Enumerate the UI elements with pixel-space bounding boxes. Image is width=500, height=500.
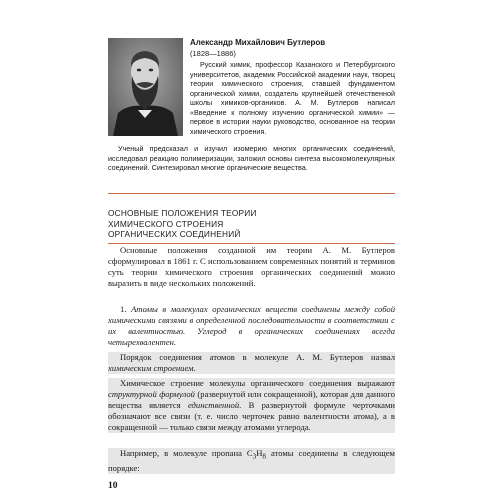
paragraph-text: H — [256, 448, 263, 458]
heading-divider — [108, 243, 395, 244]
section-divider — [108, 193, 395, 194]
term-italic: химическим строением — [108, 363, 194, 373]
paragraph-text: (развернутой или сокращенной), которая для данного вещества является — [108, 389, 395, 410]
paragraph-text: Химическое строение молекулы органического соединения выражают — [120, 378, 395, 388]
section-heading-line: ОСНОВНЫЕ ПОЛОЖЕНИЯ ТЕОРИИ — [108, 208, 257, 218]
section-heading-line: ХИМИЧЕСКОГО СТРОЕНИЯ — [108, 218, 224, 229]
paragraph-text: атомы соединены в следующем порядке: — [108, 448, 395, 473]
principle-text: Атомы в молекулах органических веществ соединены между собой химическими связями в определенной последовательности в соответствии с их валентностью. Углерод в органических соединениях всегда четырехвалентен. — [108, 304, 396, 347]
paragraph-order — [108, 352, 395, 374]
bio-years: (1828—1886) — [190, 49, 236, 58]
subscript: 8 — [262, 452, 266, 461]
section-heading-line: ОРГАНИЧЕСКИХ СОЕДИНЕНИЙ — [108, 229, 241, 239]
paragraph-text: Основные положения созданной им теории А. М. Бутлеров сформулировал в 1861 г. С использованием современных понятий и терминов суть теории химического строения органических соединений можно выразить в виде нескольких положений. — [108, 245, 395, 288]
bio-text: Русский химик, профессор Казанского и Петербургского университетов, академик Российской академии наук, творец теории химического строения, ставшей фундаментом органической химии, создатель крупнейшей отечественной школы химиков-органиков. А. М. Бутлеров написал «Введение к полному изучению органической химии» — первое в истории науки руководство, основанное на теории химического строения. — [190, 60, 395, 136]
term-italic: единственной — [187, 400, 240, 410]
page-number: 10 — [108, 481, 118, 491]
paragraph-example — [108, 448, 395, 474]
paragraph-text: Порядок соединения атомов в молекуле А. М. Бутлеров назвал — [120, 352, 395, 362]
bio-name: Александр Михайлович Бутлеров — [190, 38, 326, 47]
term-italic: структурной формулой — [108, 389, 195, 399]
section-heading — [108, 208, 308, 240]
bio-text-continued: Ученый предсказал и изучил изомерию многих органических соединений, исследовал реакцию полимеризации, заложил основы синтеза высокомолекулярных соединений. Синтезировал многие органические вещества. — [108, 144, 395, 172]
paragraph-structure — [108, 378, 395, 433]
principle-number: 1. — [120, 304, 132, 314]
butlerov-portrait — [108, 38, 183, 136]
paragraph-text: . — [193, 363, 196, 373]
paragraph-text: . В развернутой формуле черточками обозначают все связи (т. е. число черточек равно валентности атома), а в сокращенной — только связи между атомами углерода. — [108, 400, 395, 432]
paragraph-text: Например, в молекуле пропана C — [120, 448, 253, 458]
subscript: 3 — [252, 452, 257, 461]
paragraph-principle-1 — [108, 304, 395, 348]
paragraph-intro — [108, 245, 395, 289]
